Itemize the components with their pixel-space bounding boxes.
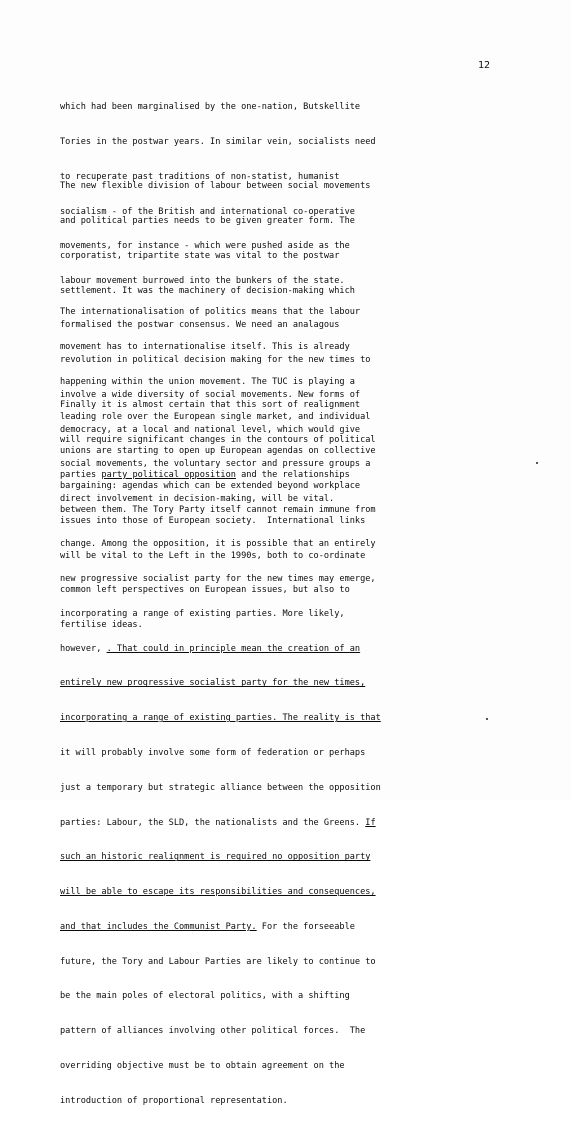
underlined-text: entirely new progressive socialist party for the new times, (60, 678, 366, 689)
text-line: direct involvement in decision-making, will be vital. (60, 494, 335, 505)
underlined-text: will be able to escape its responsibilities and consequences, (60, 887, 376, 898)
text-line: pattern of alliances involving other political forces. The (60, 1026, 366, 1037)
underlined-text: incorporating a range of existing parties. The reality is that (60, 713, 381, 724)
scan-speck (536, 462, 538, 464)
text-line-mixed (60, 852, 530, 864)
text-line: happening within the union movement. The TUC is playing a (60, 376, 355, 387)
text-line: The internationalisation of politics means that the labour (60, 307, 361, 318)
page-number: 12 (478, 60, 491, 71)
text-line: fertilise ideas. (60, 620, 143, 631)
text-line-mixed (60, 678, 530, 690)
text-line: future, the Tory and Labour Parties are likely to continue to (60, 956, 376, 967)
underlined-text: party political opposition (101, 469, 236, 480)
text-line: issues into those of European society. International links (60, 515, 366, 526)
text-line-mixed (60, 922, 530, 934)
text-line: socialism - of the British and international co-operative (60, 206, 355, 217)
text-line: change. Among the opposition, it is possible that an entirely (60, 539, 376, 550)
text-line: which had been marginalised by the one-nation, Butskellite (60, 102, 361, 113)
underlined-text: such an historic realignment is required no opposition party (60, 852, 371, 863)
text-line: social movements, the voluntary sector and pressure groups a (60, 459, 371, 470)
text-run: For the forseeable (256, 921, 355, 932)
text-line: common left perspectives on European issues, but also to (60, 585, 350, 596)
text-run: and the relationships (235, 469, 350, 480)
text-line-mixed (60, 713, 530, 725)
underlined-text: . That could in principle mean the creation of an (106, 643, 361, 654)
text-line: will require significant changes in the contours of political (60, 434, 376, 445)
text-line: introduction of proportional representation. (60, 1095, 288, 1106)
text-line-mixed (60, 470, 530, 482)
text-line: to recuperate past traditions of non-statist, humanist (60, 171, 340, 182)
text-line: it will probably involve some form of federation or perhaps (60, 748, 366, 758)
text-line: settlement. It was the machinery of decision-making which (60, 285, 355, 296)
text-line: be the main poles of electoral politics, with a shifting (60, 991, 350, 1002)
text-line: bargaining: agendas which can be extended beyond workplace (60, 481, 361, 492)
text-line-mixed (60, 818, 530, 830)
text-line: Tories in the postwar years. In similar vein, socialists need (60, 136, 376, 147)
text-line-mixed (60, 644, 530, 656)
text-line: labour movement burrowed into the bunkers of the state. (60, 276, 345, 287)
text-line: incorporating a range of existing parties. More likely, (60, 608, 345, 619)
text-run: parties: Labour, the SLD, the nationalists and the Greens. (60, 817, 366, 828)
text-line: Finally it is almost certain that this sort of realignment (60, 400, 361, 411)
text-run: however, (60, 643, 107, 654)
text-line: between them. The Tory Party itself cannot remain immune from (60, 504, 376, 515)
text-line: and political parties needs to be given greater form. The (60, 215, 355, 226)
text-line: new progressive socialist party for the new times may emerge, (60, 574, 376, 585)
text-line: leading role over the European single market, and individual (60, 411, 371, 422)
text-line: involve a wide diversity of social movements. New forms of (60, 389, 361, 400)
text-line: just a temporary but strategic alliance between the opposition (60, 782, 381, 793)
text-line: The new flexible division of labour between social movements (60, 181, 371, 192)
text-run: parties (60, 469, 102, 480)
text-line-mixed (60, 887, 530, 899)
underlined-text: If (365, 817, 376, 828)
text-line: movement has to internationalise itself. This is already (60, 341, 350, 352)
text-line: formalised the postwar consensus. We need an analagous (60, 320, 340, 331)
text-line: unions are starting to open up European agendas on collective (60, 446, 376, 457)
text-line: movements, for instance - which were pushed aside as the (60, 241, 350, 252)
scan-speck (486, 718, 488, 720)
text-line: democracy, at a local and national level, which would give (60, 424, 361, 435)
text-line: revolution in political decision making for the new times to (60, 355, 371, 366)
paragraph-4 (60, 377, 530, 1131)
text-line: will be vital to the Left in the 1990s, both to co-ordinate (60, 550, 366, 561)
text-line: corporatist, tripartite state was vital to the postwar (60, 250, 340, 261)
underlined-text: and that includes the Communist Party. (60, 921, 257, 932)
text-line: overriding objective must be to obtain agreement on the (60, 1061, 345, 1072)
